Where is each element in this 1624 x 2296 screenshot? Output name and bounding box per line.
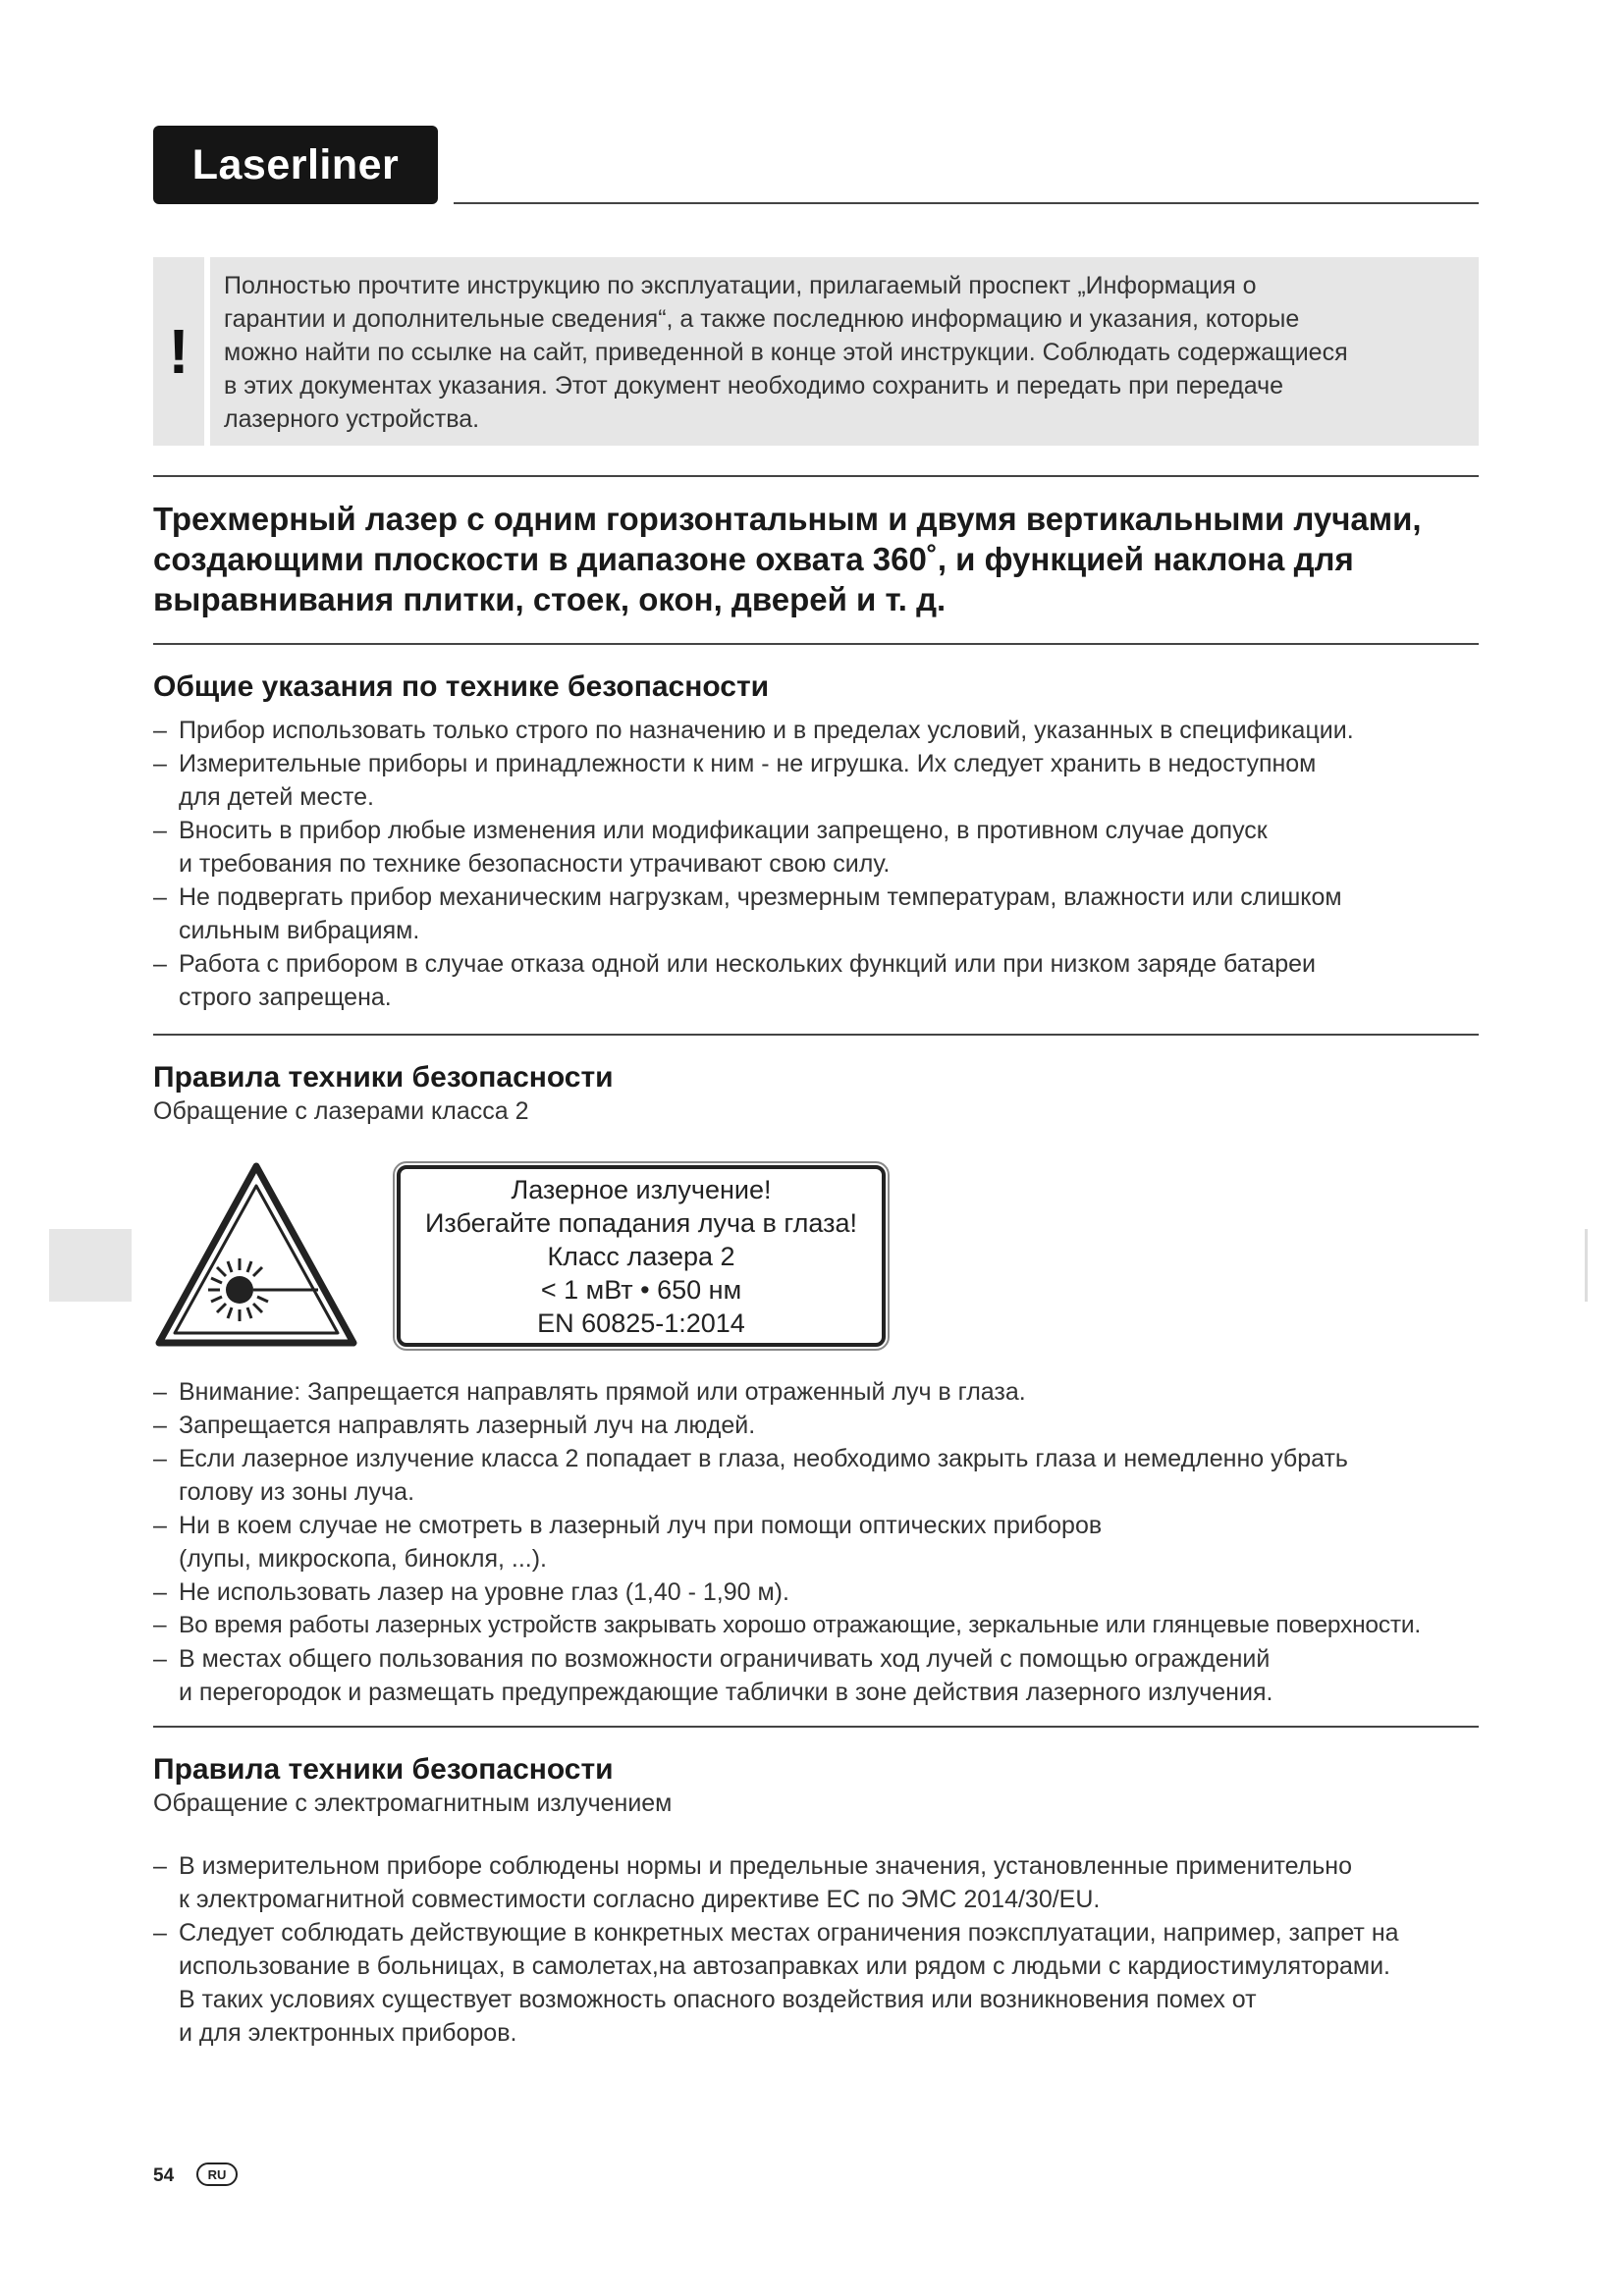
title-line: создающими плоскости в диапазоне охвата 360˚, и функцией наклона для bbox=[153, 541, 1354, 577]
list-item: – Если лазерное излучение класса 2 попадает в глаза, необходимо закрыть глаза и немедленно убрать голову из зоны луча. bbox=[153, 1442, 1498, 1509]
laser-safety-subheading: Обращение с лазерами класса 2 bbox=[153, 1097, 529, 1125]
list-item: – Прибор использовать только строго по назначению и в пределах условий, указанных в спецификации. bbox=[153, 714, 1489, 747]
notice-text bbox=[224, 269, 1466, 436]
section-divider bbox=[153, 1726, 1479, 1728]
laser-warning-icon bbox=[153, 1160, 359, 1349]
label-line: Лазерное излучение! bbox=[511, 1174, 772, 1204]
section-divider bbox=[153, 1034, 1479, 1036]
general-safety-heading: Общие указания по технике безопасности bbox=[153, 670, 770, 703]
label-line: Избегайте попадания луча в глаза! bbox=[424, 1207, 858, 1238]
laser-safety-heading: Правила техники безопасности bbox=[153, 1061, 614, 1094]
general-safety-list bbox=[153, 714, 1489, 1014]
page-number: 54 bbox=[153, 2165, 175, 2186]
label-line: EN 60825-1:2014 bbox=[537, 1308, 745, 1338]
label-line: < 1 мВт • 650 нм bbox=[540, 1274, 742, 1305]
emc-safety-list bbox=[153, 1849, 1489, 2050]
side-tab bbox=[49, 1229, 132, 1302]
list-item: – Ни в коем случае не смотреть в лазерный луч при помощи оптических приборов (лупы, микроскопа, бинокля, ...). bbox=[153, 1509, 1498, 1575]
exclamation-icon: ! bbox=[153, 257, 210, 446]
notice-line: лазерного устройства. bbox=[224, 405, 480, 433]
emc-safety-heading: Правила техники безопасности bbox=[153, 1753, 614, 1786]
title-line: Трехмерный лазер с одним горизонтальным и двумя вертикальными лучами, bbox=[153, 501, 1422, 537]
emc-safety-subheading: Обращение с электромагнитным излучением bbox=[153, 1789, 673, 1817]
list-item: – В измерительном приборе соблюдены нормы и предельные значения, установленные применительно к электромагнитной совместимости согласно директиве ЕС по ЭМС 2014/30/EU. bbox=[153, 1849, 1489, 1916]
list-item: – Вносить в прибор любые изменения или модификации запрещено, в противном случае допуск и требования по технике безопасности утрачивают свою силу. bbox=[153, 814, 1489, 881]
list-item: – Следует соблюдать действующие в конкретных местах ограничения поэксплуатации, например, запрет на использование в больницах, в самолетах,на автозаправках или рядом с людьми с кардиостимуляторами. В таких условиях существует возможность опасного воздействия или возникновения помех от и для электронных приборов. bbox=[153, 1916, 1489, 2050]
list-item: – Внимание: Запрещается направлять прямой или отраженный луч в глаза. bbox=[153, 1375, 1498, 1409]
list-item: – Запрещается направлять лазерный луч на людей. bbox=[153, 1409, 1498, 1442]
laser-warning-label bbox=[397, 1165, 886, 1347]
section-divider bbox=[153, 475, 1479, 477]
title-line: выравнивания плитки, стоек, окон, дверей и т. д. bbox=[153, 581, 947, 617]
list-item: – В местах общего пользования по возможности ограничивать ход лучей с помощью ограждений и перегородок и размещать предупреждающие таблички в зоне действия лазерного излучения. bbox=[153, 1642, 1498, 1709]
list-item: – Не подвергать прибор механическим нагрузкам, чрезмерным температурам, влажности или слишком сильным вибрациям. bbox=[153, 881, 1489, 947]
list-item: – Измерительные приборы и принадлежности к ним - не игрушка. Их следует хранить в недоступном для детей месте. bbox=[153, 747, 1489, 814]
brand-logo: Laserliner bbox=[153, 126, 438, 204]
notice-line: гарантии и дополнительные сведения“, а также последнюю информацию и указания, которые bbox=[224, 305, 1300, 333]
list-item: – Во время работы лазерных устройств закрывать хорошо отражающие, зеркальные или глянцевые поверхности. bbox=[153, 1609, 1498, 1642]
header-rule bbox=[454, 202, 1479, 204]
section-divider bbox=[153, 643, 1479, 645]
notice-line: Полностью прочтите инструкцию по эксплуатации, прилагаемый проспект „Информация о bbox=[224, 272, 1257, 299]
notice-box bbox=[153, 257, 1479, 446]
label-line: Класс лазера 2 bbox=[547, 1241, 735, 1271]
list-item: – Не использовать лазер на уровне глаз (1,40 - 1,90 м). bbox=[153, 1575, 1498, 1609]
page-title bbox=[153, 499, 1469, 619]
notice-line: в этих документах указания. Этот документ необходимо сохранить и передать при передаче bbox=[224, 372, 1283, 400]
notice-line: можно найти по ссылке на сайт, приведенной в конце этой инструкции. Соблюдать содержащиеся bbox=[224, 339, 1348, 366]
list-item: – Работа с прибором в случае отказа одной или нескольких функций или при низком заряде батареи строго запрещена. bbox=[153, 947, 1489, 1014]
language-badge: RU bbox=[196, 2163, 238, 2186]
side-marker bbox=[1585, 1229, 1588, 1302]
laser-safety-list bbox=[153, 1375, 1498, 1709]
